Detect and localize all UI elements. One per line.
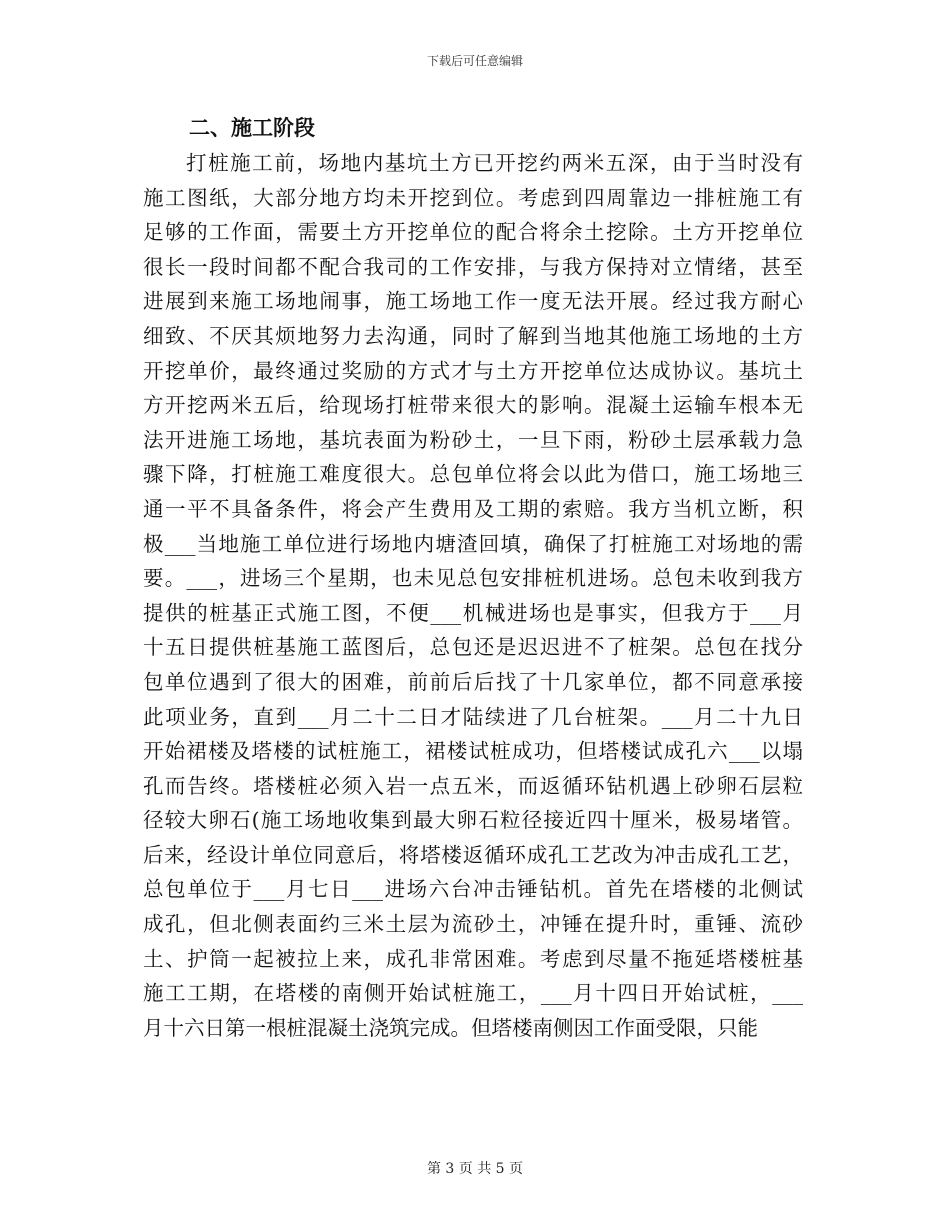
paragraph-line: 开始裙楼及塔楼的试桩施工，裙楼试桩成功，但塔楼试成孔六___以塌 <box>143 739 803 764</box>
paragraph-line: 进展到来施工场地闹事，施工场地工作一度无法开展。经过我方耐心 <box>143 289 803 314</box>
paragraph-line: 要。___，进场三个星期，也未见总包安排桩机进场。总包未收到我方 <box>143 566 803 591</box>
paragraph-line: 通一平不具备条件，将会产生费用及工期的索赔。我方当机立断，积 <box>143 496 803 521</box>
section-paragraph <box>143 146 803 1045</box>
document-body <box>143 110 803 1045</box>
paragraph-line: 提供的桩基正式施工图，不便___机械进场也是事实，但我方于___月 <box>143 600 803 625</box>
paragraph-line: 包单位遇到了很大的困难，前前后后找了十几家单位，都不同意承接 <box>143 669 803 694</box>
paragraph-line: 后来，经设计单位同意后，将塔楼返循环成孔工艺改为冲击成孔工艺， <box>143 842 803 867</box>
paragraph-line: 成孔，但北侧表面约三米土层为流砂土，冲锤在提升时，重锤、流砂 <box>143 912 803 937</box>
paragraph-line: 足够的工作面，需要土方开挖单位的配合将余土挖除。土方开挖单位 <box>143 220 803 245</box>
paragraph-line: 孔而告终。塔楼桩必须入岩一点五米，而返循环钻机遇上砂卵石层粒 <box>143 773 803 798</box>
paragraph-line: 法开进施工场地，基坑表面为粉砂土，一旦下雨，粉砂土层承载力急 <box>143 427 803 452</box>
paragraph-line: 细致、不厌其烦地努力去沟通，同时了解到当地其他施工场地的土方 <box>143 323 803 348</box>
paragraph-line: 径较大卵石(施工场地收集到最大卵石粒径接近四十厘米，极易堵管。 <box>143 808 803 833</box>
paragraph-line: 十五日提供桩基施工蓝图后，总包还是迟迟进不了桩架。总包在找分 <box>143 635 803 660</box>
paragraph-line: 土、护筒一起被拉上来，成孔非常困难。考虑到尽量不拖延塔楼桩基 <box>143 946 803 971</box>
paragraph-line: 开挖单价，最终通过奖励的方式才与土方开挖单位达成协议。基坑土 <box>143 358 803 383</box>
paragraph-line: 极___当地施工单位进行场地内塘渣回填，确保了打桩施工对场地的需 <box>143 531 803 556</box>
paragraph-line: 骤下降，打桩施工难度很大。总包单位将会以此为借口，施工场地三 <box>143 462 803 487</box>
paragraph-line: 此项业务，直到___月二十二日才陆续进了几台桩架。___月二十九日 <box>143 704 803 729</box>
paragraph-line: 打桩施工前，场地内基坑土方已开挖约两米五深，由于当时没有 <box>186 151 803 175</box>
paragraph-line: 施工工期，在塔楼的南侧开始试桩施工，___月十四日开始试桩，___ <box>143 981 803 1006</box>
page-number: 第 3 页 共 5 页 <box>426 1161 524 1177</box>
paragraph-line: 月十六日第一根桩混凝土浇筑完成。但塔楼南侧因工作面受限，只能 <box>143 1015 758 1040</box>
paragraph-line: 施工图纸，大部分地方均未开挖到位。考虑到四周靠边一排桩施工有 <box>143 185 803 210</box>
paragraph-line: 很长一段时间都不配合我司的工作安排，与我方保持对立情绪，甚至 <box>143 254 803 279</box>
section-title: 二、施工阶段 <box>189 116 315 140</box>
page-header: 下载后可任意编辑 <box>426 54 523 68</box>
paragraph-line: 总包单位于___月七日___进场六台冲击锤钻机。首先在塔楼的北侧试 <box>143 877 803 902</box>
paragraph-line: 方开挖两米五后，给现场打桩带来很大的影响。混凝土运输车根本无 <box>143 393 803 418</box>
